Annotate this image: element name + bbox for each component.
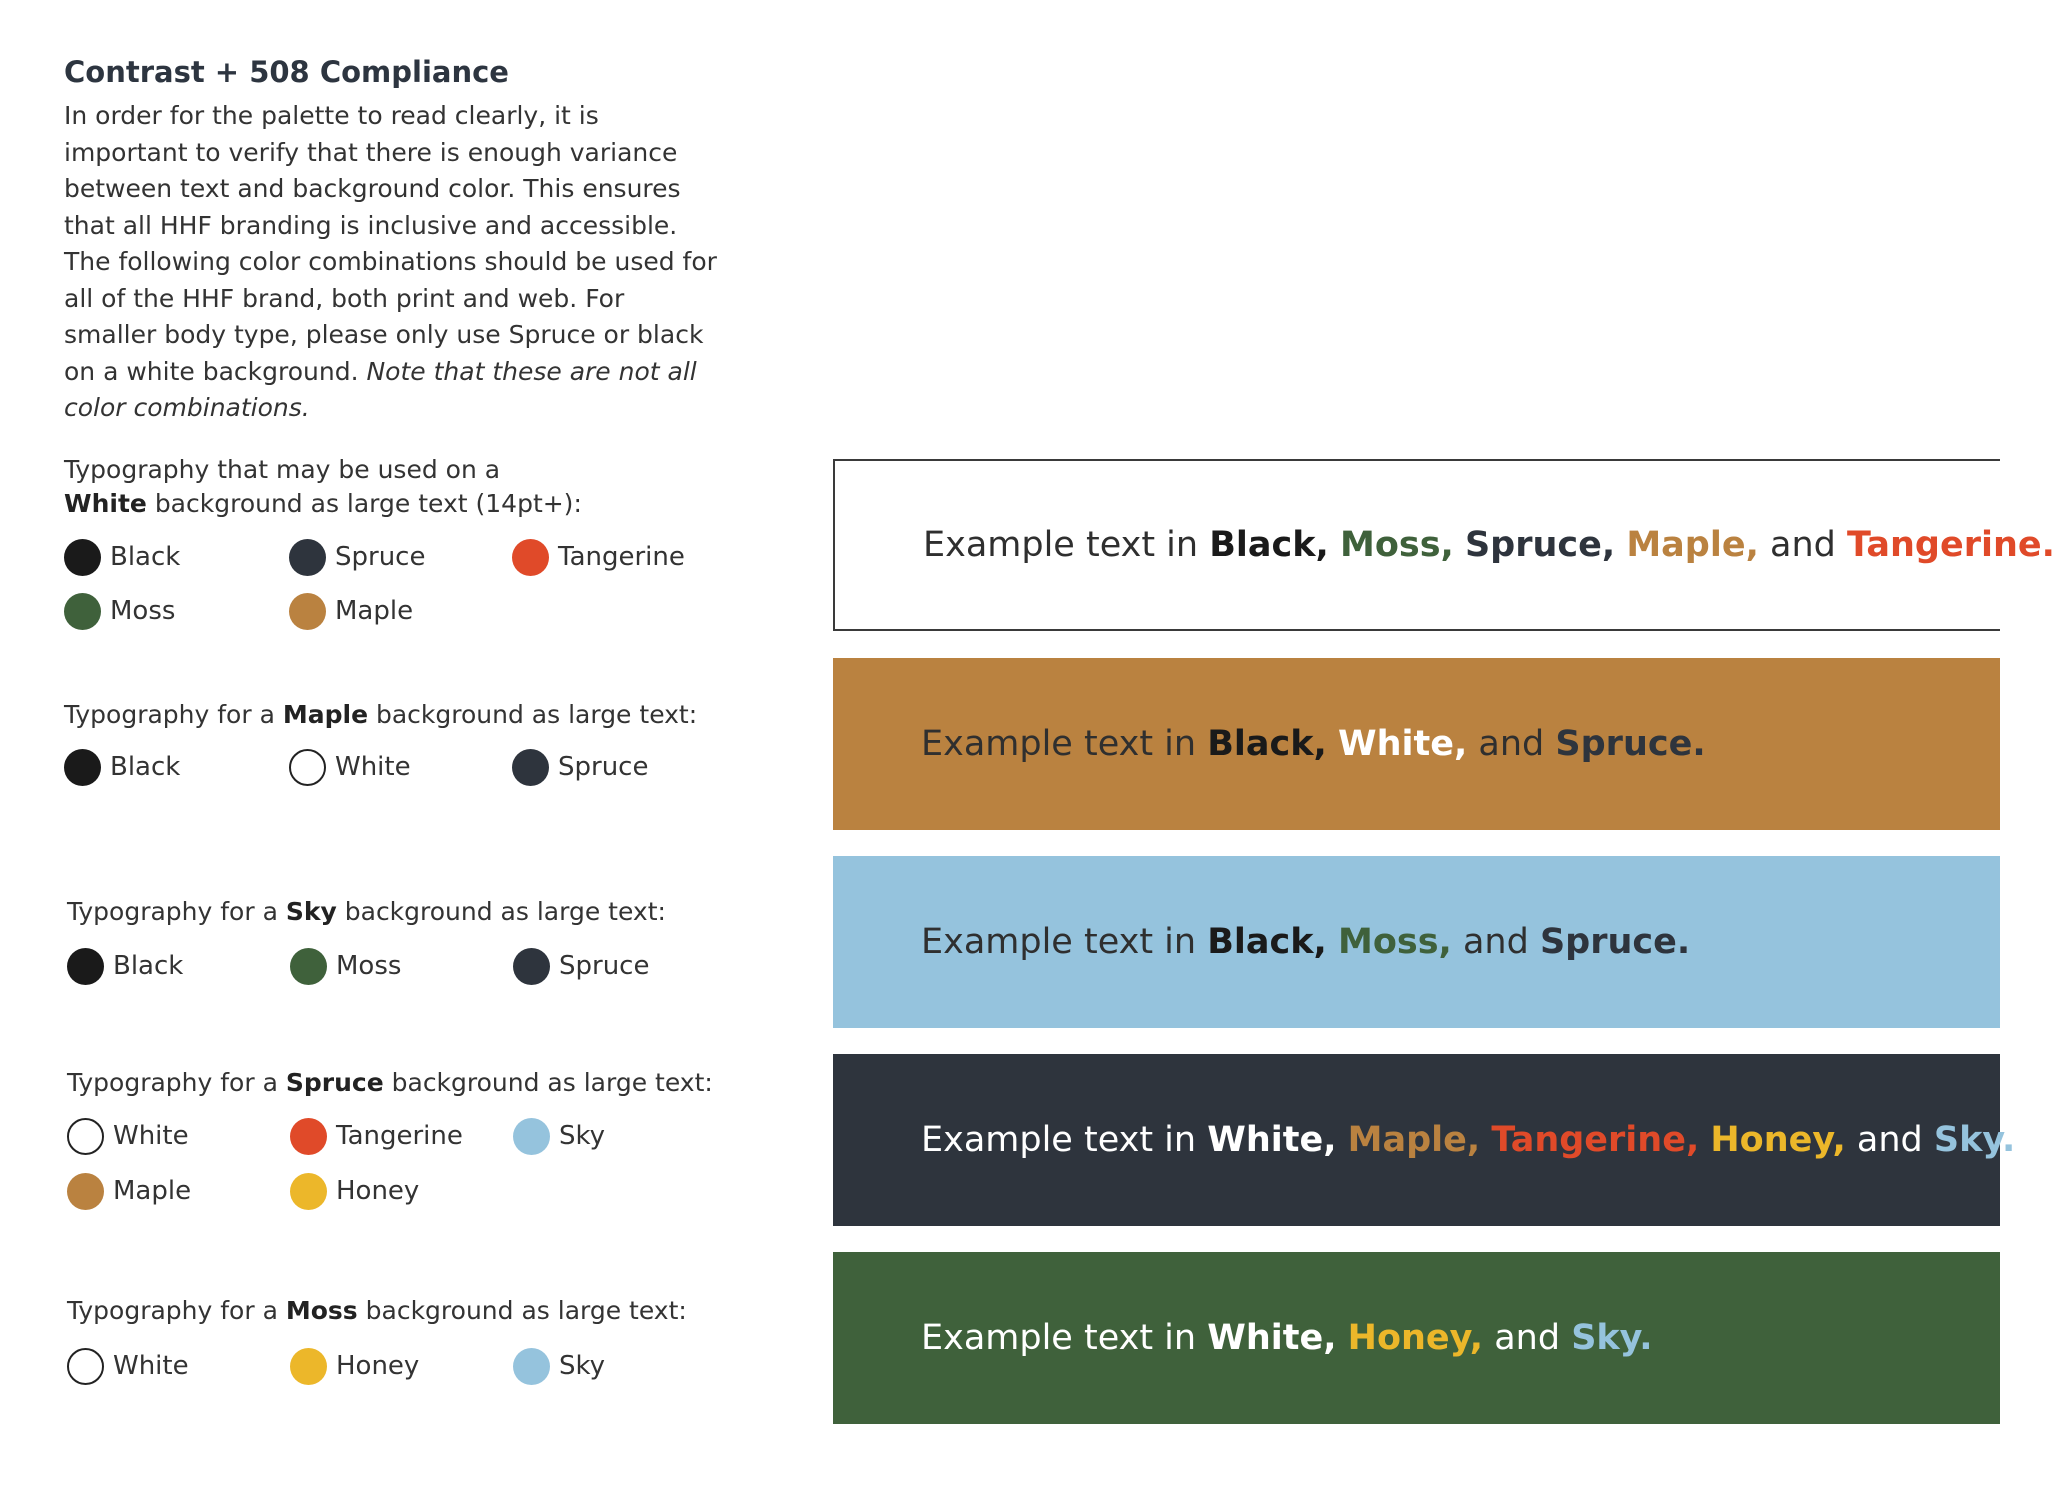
color-dot <box>290 1348 327 1385</box>
swatch-spruce <box>289 537 425 577</box>
swatch-black <box>67 946 183 986</box>
banner-lead-text: Example text in <box>921 1318 1197 1358</box>
heading-bold-color: Maple <box>282 700 369 729</box>
example-banner-white <box>833 459 2055 631</box>
color-dot <box>512 749 549 786</box>
color-dot <box>67 948 104 985</box>
swatch-moss <box>64 591 175 631</box>
swatch-moss <box>290 946 401 986</box>
swatch-label: Black <box>110 542 181 572</box>
banner-lead-text: Example text in <box>921 724 1197 764</box>
swatch-honey <box>290 1171 419 1211</box>
swatch-label: White <box>113 1351 189 1381</box>
color-dot <box>513 948 550 985</box>
color-dot <box>513 1348 550 1385</box>
swatch-label: Moss <box>336 951 402 981</box>
intro-paragraph <box>64 98 724 427</box>
color-dot <box>290 1118 327 1155</box>
banner-word-black: Black, <box>1207 724 1327 764</box>
banner-word-white: White, <box>1207 1318 1337 1358</box>
banner-and: and <box>1856 1120 1923 1160</box>
swatch-label: Sky <box>559 1121 606 1151</box>
banner-and: and <box>1478 724 1545 764</box>
banner-and: and <box>1494 1318 1561 1358</box>
banner-word-white: White, <box>1207 1120 1337 1160</box>
swatch-label: Spruce <box>558 752 649 782</box>
color-dot <box>67 1173 104 1210</box>
banner-word-moss: Moss, <box>1339 525 1454 565</box>
banner-word-honey: Honey, <box>1710 1120 1846 1160</box>
example-banner-moss <box>833 1252 2000 1424</box>
section-moss-background <box>67 1294 747 1381</box>
color-dot <box>64 749 101 786</box>
swatch-tangerine <box>290 1116 463 1156</box>
swatch-label: Black <box>110 752 181 782</box>
example-banner-spruce <box>833 1054 2016 1226</box>
heading-bold-color: Moss <box>285 1296 358 1325</box>
banner-word-honey: Honey, <box>1347 1318 1484 1358</box>
color-dot <box>64 593 101 630</box>
banner-word-black: Black, <box>1209 525 1329 565</box>
color-dot <box>289 749 326 786</box>
section-heading <box>64 698 744 732</box>
banner-word-spruce: Spruce. <box>1539 922 1691 962</box>
heading-suffix: background as large text (14pt+): <box>154 489 582 518</box>
swatch-label: Tangerine <box>336 1121 463 1151</box>
swatch-label: Honey <box>336 1351 420 1381</box>
swatch-sky <box>513 1116 605 1156</box>
color-dot <box>290 1173 327 1210</box>
swatch-label: Spruce <box>335 542 426 572</box>
heading-bold-color: White <box>64 489 147 518</box>
banner-word-black: Black, <box>1207 922 1327 962</box>
swatch-maple <box>67 1171 191 1211</box>
heading-prefix: Typography for a <box>64 700 275 729</box>
section-spruce-background <box>67 1066 747 1206</box>
example-banner-maple <box>833 658 2000 830</box>
banner-word-tangerine: Tangerine, <box>1491 1120 1700 1160</box>
swatch-label: Moss <box>110 596 176 626</box>
heading-suffix: background as large text: <box>375 700 698 729</box>
swatch-white <box>289 747 411 787</box>
color-dot <box>290 948 327 985</box>
banner-lead-text: Example text in <box>921 1120 1197 1160</box>
color-dot <box>67 1348 104 1385</box>
color-dot <box>289 539 326 576</box>
heading-suffix: background as large text: <box>391 1068 713 1097</box>
banner-and: and <box>1770 525 1836 565</box>
banner-word-spruce: Spruce. <box>1555 724 1706 764</box>
banner-word-tangerine: Tangerine. <box>1847 525 2055 565</box>
section-sky-background <box>67 895 747 981</box>
swatch-label: Honey <box>336 1176 420 1206</box>
banner-lead-text: Example text in <box>923 525 1199 565</box>
swatch-label: Maple <box>113 1176 192 1206</box>
heading-bold-color: Spruce <box>285 1068 384 1097</box>
swatch-sky <box>513 1346 605 1386</box>
swatch-black <box>64 537 180 577</box>
swatch-honey <box>290 1346 419 1386</box>
section-heading <box>67 1294 747 1328</box>
swatch-label: White <box>335 752 411 782</box>
heading-prefix: Typography for a <box>67 897 278 926</box>
swatch-label: Maple <box>335 596 414 626</box>
swatch-label: Black <box>113 951 184 981</box>
section-heading <box>67 895 747 929</box>
swatch-spruce <box>513 946 649 986</box>
swatch-maple <box>289 591 413 631</box>
banner-word-spruce: Spruce, <box>1464 525 1616 565</box>
section-maple-background <box>64 698 744 782</box>
swatch-spruce <box>512 747 648 787</box>
swatch-tangerine <box>512 537 685 577</box>
color-dot <box>64 539 101 576</box>
color-dot <box>289 593 326 630</box>
swatch-white <box>67 1116 189 1156</box>
swatch-label: Sky <box>559 1351 606 1381</box>
swatch-label: White <box>113 1121 189 1151</box>
intro-note: Note that these are not all color combinations. <box>64 356 697 422</box>
swatch-black <box>64 747 180 787</box>
banner-word-sky: Sky. <box>1571 1318 1653 1358</box>
banner-word-moss: Moss, <box>1337 922 1452 962</box>
banner-word-sky: Sky. <box>1933 1120 2016 1160</box>
color-dot <box>512 539 549 576</box>
heading-suffix: background as large text: <box>365 1296 687 1325</box>
section-white-background <box>64 453 744 626</box>
banner-and: and <box>1462 922 1529 962</box>
banner-lead-text: Example text in <box>921 922 1197 962</box>
example-banner-sky <box>833 856 2000 1028</box>
intro-text: In order for the palette to read clearly, it is important to verify that there is enough variance between text and background color. This ensures that all HHF branding is inclusive and accessible. The following color combinations should be used for all of the HHF brand, both print and web. For smaller body type, please only use Spruce or black on a white background. <box>64 101 717 386</box>
heading-prefix: Typography for a <box>67 1296 278 1325</box>
banner-word-white: White, <box>1337 724 1468 764</box>
color-dot <box>67 1118 104 1155</box>
heading-prefix: Typography for a <box>67 1068 278 1097</box>
heading-suffix: background as large text: <box>344 897 666 926</box>
banner-word-maple: Maple, <box>1347 1120 1481 1160</box>
banner-word-maple: Maple, <box>1626 525 1759 565</box>
heading-prefix: Typography that may be used on a <box>64 455 501 484</box>
section-heading <box>67 1066 747 1100</box>
swatch-label: Tangerine <box>558 542 685 572</box>
heading-bold-color: Sky <box>285 897 337 926</box>
page-title: Contrast + 508 Compliance <box>64 55 509 89</box>
swatch-label: Spruce <box>559 951 650 981</box>
section-heading <box>64 453 744 521</box>
color-dot <box>513 1118 550 1155</box>
swatch-white <box>67 1346 189 1386</box>
